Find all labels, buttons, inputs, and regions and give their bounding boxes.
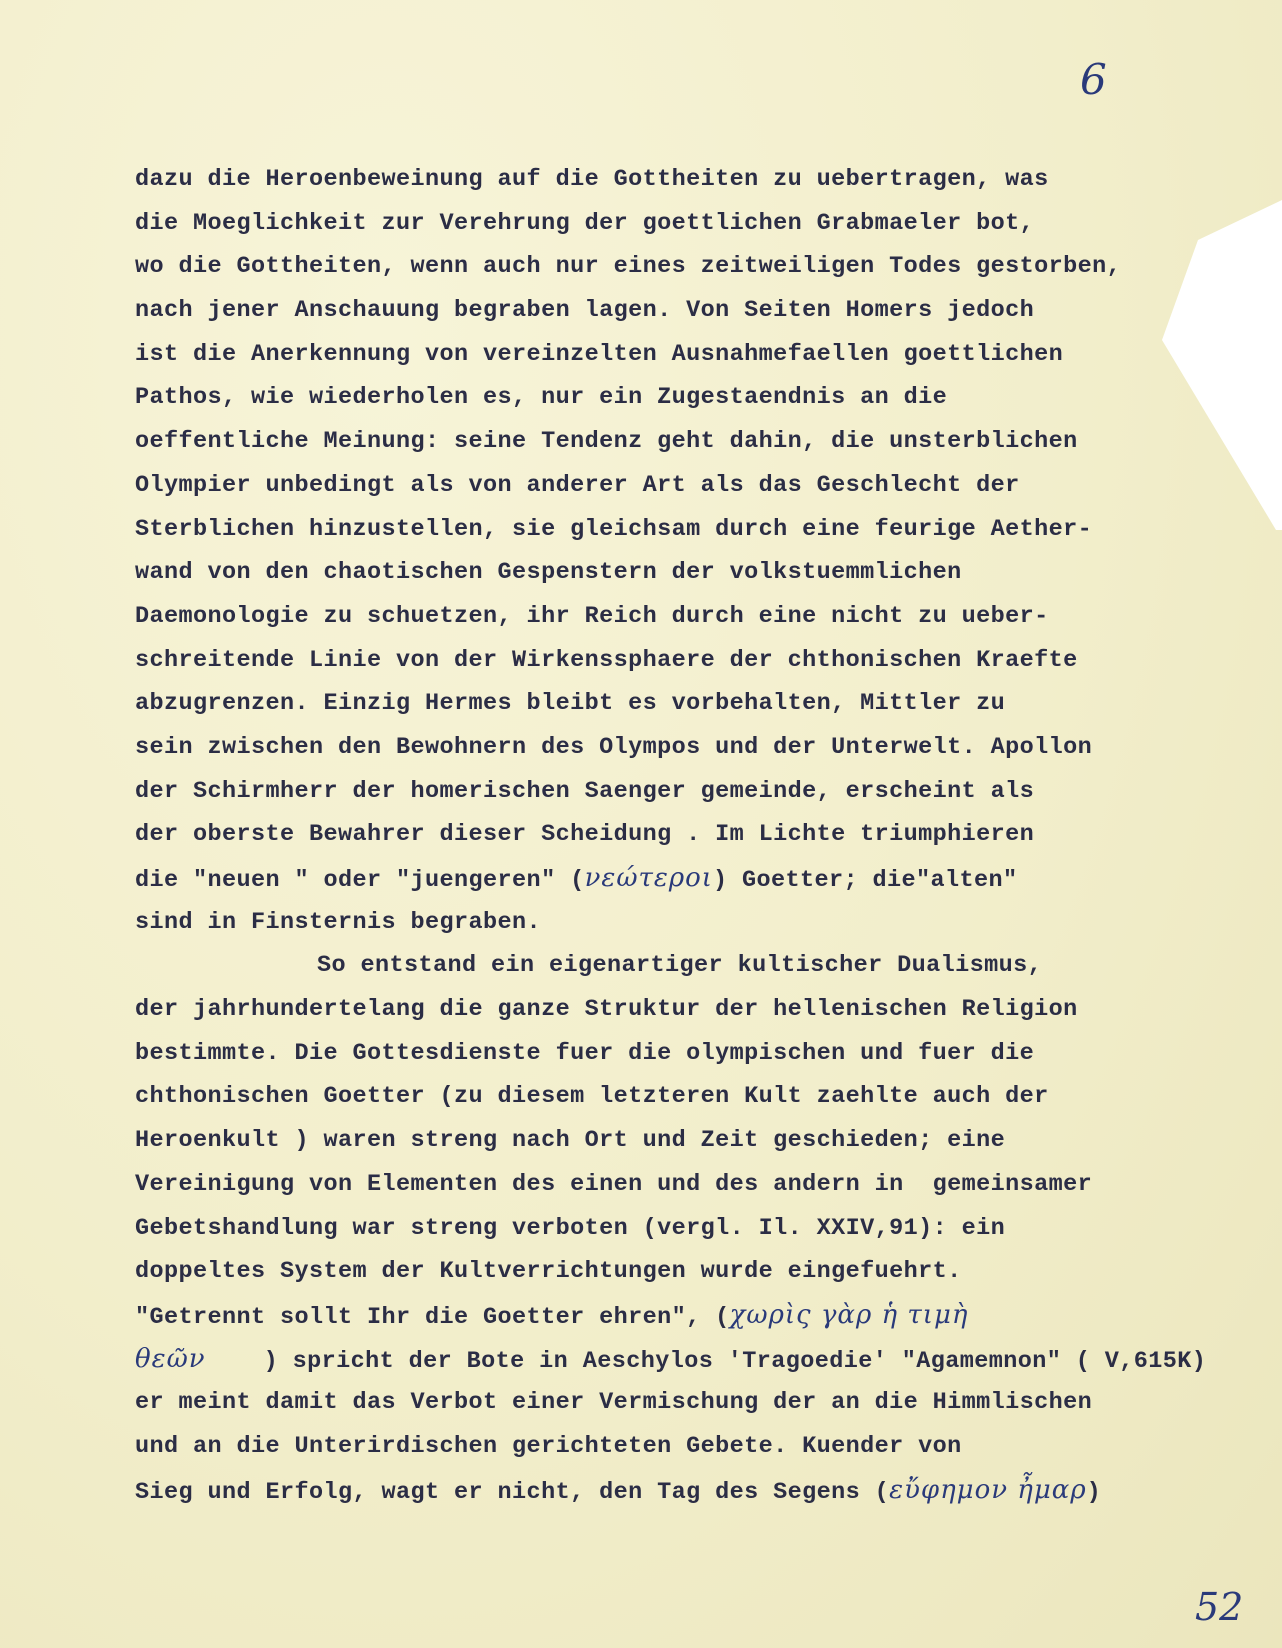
- text-line-indented: So entstand ein eigenartiger kultischer Dualismus,: [317, 952, 1043, 980]
- text-line: die Moeglichkeit zur Verehrung der goettlichen Grabmaeler bot,: [135, 209, 1035, 237]
- text-line: bestimmte. Die Gottesdienste fuer die olympischen und fuer die: [135, 1039, 1035, 1067]
- text-line-start: die "neuen " oder "juengeren" (: [135, 867, 585, 894]
- text-line: nach jener Anschauung begraben lagen. Von Seiten Homers jedoch: [135, 297, 1035, 325]
- text-line: der jahrhundertelang die ganze Struktur der hellenischen Religion: [135, 996, 1078, 1024]
- text-line-end: ) spricht der Bote in Aeschylos 'Tragoedie' "Agamemnon" ( V,615K): [263, 1347, 1207, 1375]
- text-line: abzugrenzen. Einzig Hermes bleibt es vorbehalten, Mittler zu: [135, 690, 1006, 718]
- text-line: Heroenkult ) waren streng nach Ort und Zeit geschieden; eine: [135, 1127, 1006, 1155]
- text-line: doppeltes System der Kultverrichtungen wurde eingefuehrt.: [135, 1258, 962, 1286]
- text-line: wo die Gottheiten, wenn auch nur eines zeitweiligen Todes gestorben,: [135, 253, 1122, 281]
- text-line: Vereinigung von Elementen des einen und des andern in gemeinsamer: [135, 1170, 1093, 1198]
- text-line: der oberste Bewahrer dieser Scheidung . Im Lichte triumphieren: [135, 821, 1035, 849]
- text-line: wand von den chaotischen Gespenstern der volkstuemmlichen: [135, 559, 962, 587]
- text-line: [135, 1469, 1255, 1513]
- text-line-end: ): [1086, 1478, 1102, 1506]
- text-line: Daemonologie zu schuetzen, ihr Reich durch eine nicht zu ueber-: [135, 602, 1049, 630]
- text-line: Pathos, wie wiederholen es, nur ein Zugestaendnis an die: [135, 384, 948, 412]
- handwritten-page-number-top: 6: [1080, 55, 1107, 104]
- text-line: [135, 1294, 1255, 1338]
- text-line: dazu die Heroenbeweinung auf die Gottheiten zu uebertragen, was: [135, 166, 1049, 193]
- text-line: sein zwischen den Bewohnern des Olympos und der Unterwelt. Apollon: [135, 733, 1093, 761]
- text-line: oeffentliche Meinung: seine Tendenz geht dahin, die unsterblichen: [135, 428, 1078, 456]
- handwritten-greek-inline: νεώτεροι: [584, 863, 714, 893]
- text-line: Olympier unbedingt als von anderer Art als das Geschlecht der: [135, 471, 1020, 499]
- text-line-start: "Getrennt sollt Ihr die Goetter ehren", (: [135, 1303, 730, 1331]
- text-line: ist die Anerkennung von vereinzelten Ausnahmefaellen goettlichen: [135, 340, 1064, 368]
- text-line-end: ) Goetter; die"alten": [713, 867, 1018, 894]
- text-line: chthonischen Goetter (zu diesem letzteren Kult zaehlte auch der: [135, 1083, 1049, 1111]
- text-line: [135, 857, 1255, 901]
- text-line: Gebetshandlung war streng verboten (vergl. Il. XXIV,91): ein: [135, 1214, 1006, 1242]
- text-line: er meint damit das Verbot einer Vermischung der an die Himmlischen: [135, 1389, 1093, 1417]
- text-line: schreitende Linie von der Wirkenssphaere der chthonischen Kraefte: [135, 646, 1078, 674]
- text-line: und an die Unterirdischen gerichteten Gebete. Kuender von: [135, 1432, 962, 1460]
- text-line: der Schirmherr der homerischen Saenger gemeinde, erscheint als: [135, 777, 1035, 805]
- handwritten-page-number-bottom: 52: [1195, 1585, 1244, 1629]
- text-line-start: Sieg und Erfolg, wagt er nicht, den Tag des Segens (: [135, 1478, 890, 1506]
- text-line: sind in Finsternis begraben.: [135, 908, 542, 936]
- handwritten-greek-inline: χωρὶς γὰρ ἡ τιμὴ: [729, 1299, 969, 1330]
- typewritten-text-body: [135, 158, 1255, 1512]
- text-line: [135, 1338, 1255, 1382]
- handwritten-greek-inline: θεῶν: [135, 1343, 206, 1374]
- text-line: Sterblichen hinzustellen, sie gleichsam durch eine feurige Aether-: [135, 515, 1093, 543]
- handwritten-greek-inline: εὔφημον ἦμαρ: [889, 1474, 1087, 1505]
